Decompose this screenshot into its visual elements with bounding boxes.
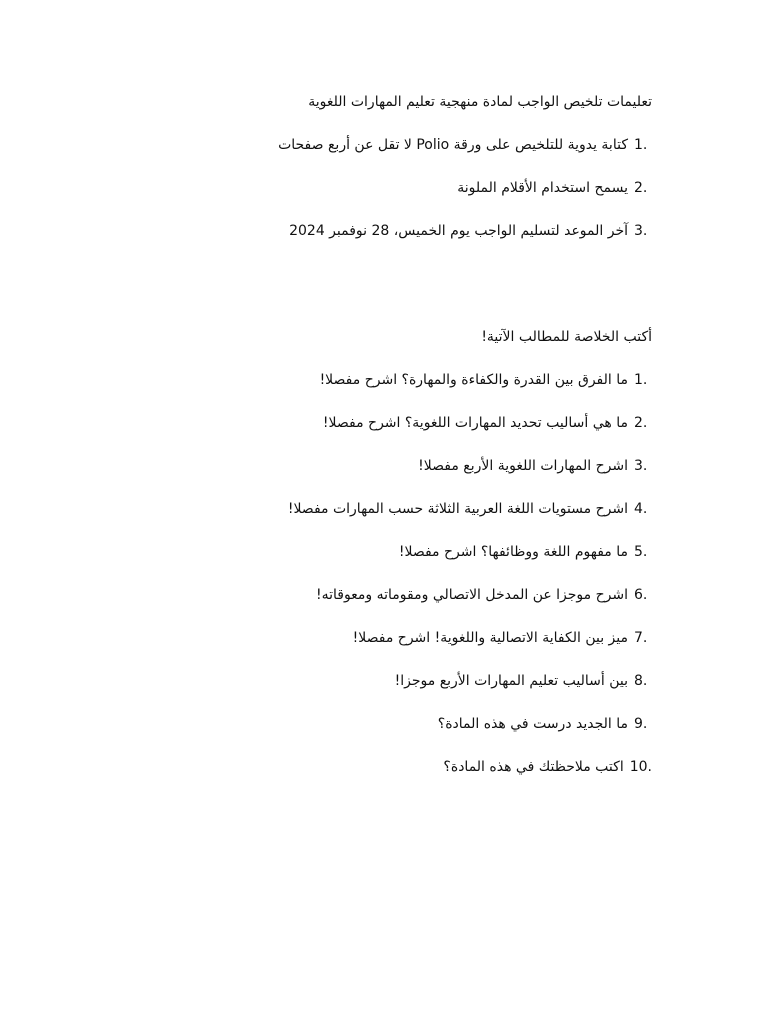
question-text: اشرح المهارات اللغوية الأربع مفصلا!: [418, 458, 628, 474]
instruction-number: 2 .: [634, 176, 652, 200]
instruction-item: [212, 219, 652, 262]
question-text: بين أساليب تعليم المهارات الأربع موجزا!: [394, 673, 628, 689]
instruction-text: آخر الموعد لتسليم الواجب يوم الخميس، 28 نوفمبر 2024: [289, 223, 628, 239]
question-number: 9 .: [634, 712, 652, 736]
question-item: [212, 669, 652, 712]
question-text: ما الفرق بين القدرة والكفاءة والمهارة؟ اشرح مفصلا!: [319, 372, 628, 388]
instruction-text: كتابة يدوية للتلخيص على ورقة Polio لا تقل عن أربع صفحات: [278, 137, 628, 153]
question-number: 4 .: [634, 497, 652, 521]
question-item: [212, 411, 652, 454]
instruction-item: [212, 176, 652, 219]
question-item: [212, 540, 652, 583]
question-text: ما مفهوم اللغة ووظائفها؟ اشرح مفصلا!: [398, 544, 628, 560]
question-number: 7 .: [634, 626, 652, 650]
question-item: [212, 712, 652, 755]
question-text: اكتب ملاحظتك في هذه المادة؟: [443, 759, 624, 775]
questions-heading: أكتب الخلاصة للمطالب الآتية!: [481, 329, 652, 345]
instructions-section: [212, 90, 652, 262]
question-item: [212, 583, 652, 626]
question-text: اشرح موجزا عن المدخل الاتصالي ومقوماته ومعوقاته!: [315, 587, 628, 603]
question-number: 1 .: [634, 368, 652, 392]
question-item: [212, 454, 652, 497]
question-text: ما الجديد درست في هذه المادة؟: [437, 716, 628, 732]
question-text: ميز بين الكفاية الاتصالية واللغوية! اشرح مفصلا!: [352, 630, 628, 646]
question-text: اشرح مستويات اللغة العربية الثلاثة حسب المهارات مفصلا!: [287, 501, 628, 517]
questions-section: [212, 325, 652, 798]
question-number: 6 .: [634, 583, 652, 607]
question-number: 5 .: [634, 540, 652, 564]
question-number: 3 .: [634, 454, 652, 478]
instruction-number: 3 .: [634, 219, 652, 243]
question-item: [212, 497, 652, 540]
question-number: 2 .: [634, 411, 652, 435]
instruction-item: [212, 133, 652, 176]
question-number: 8 .: [634, 669, 652, 693]
instruction-number: 1 .: [634, 133, 652, 157]
question-number: 10 .: [630, 755, 652, 779]
question-item: [212, 755, 652, 798]
question-text: ما هي أساليب تحديد المهارات اللغوية؟ اشرح مفصلا!: [322, 415, 628, 431]
instructions-heading: تعليمات تلخيص الواجب لمادة منهجية تعليم المهارات اللغوية: [308, 94, 652, 110]
question-item: [212, 368, 652, 411]
instruction-text: يسمح استخدام الأقلام الملونة: [457, 180, 628, 196]
question-item: [212, 626, 652, 669]
